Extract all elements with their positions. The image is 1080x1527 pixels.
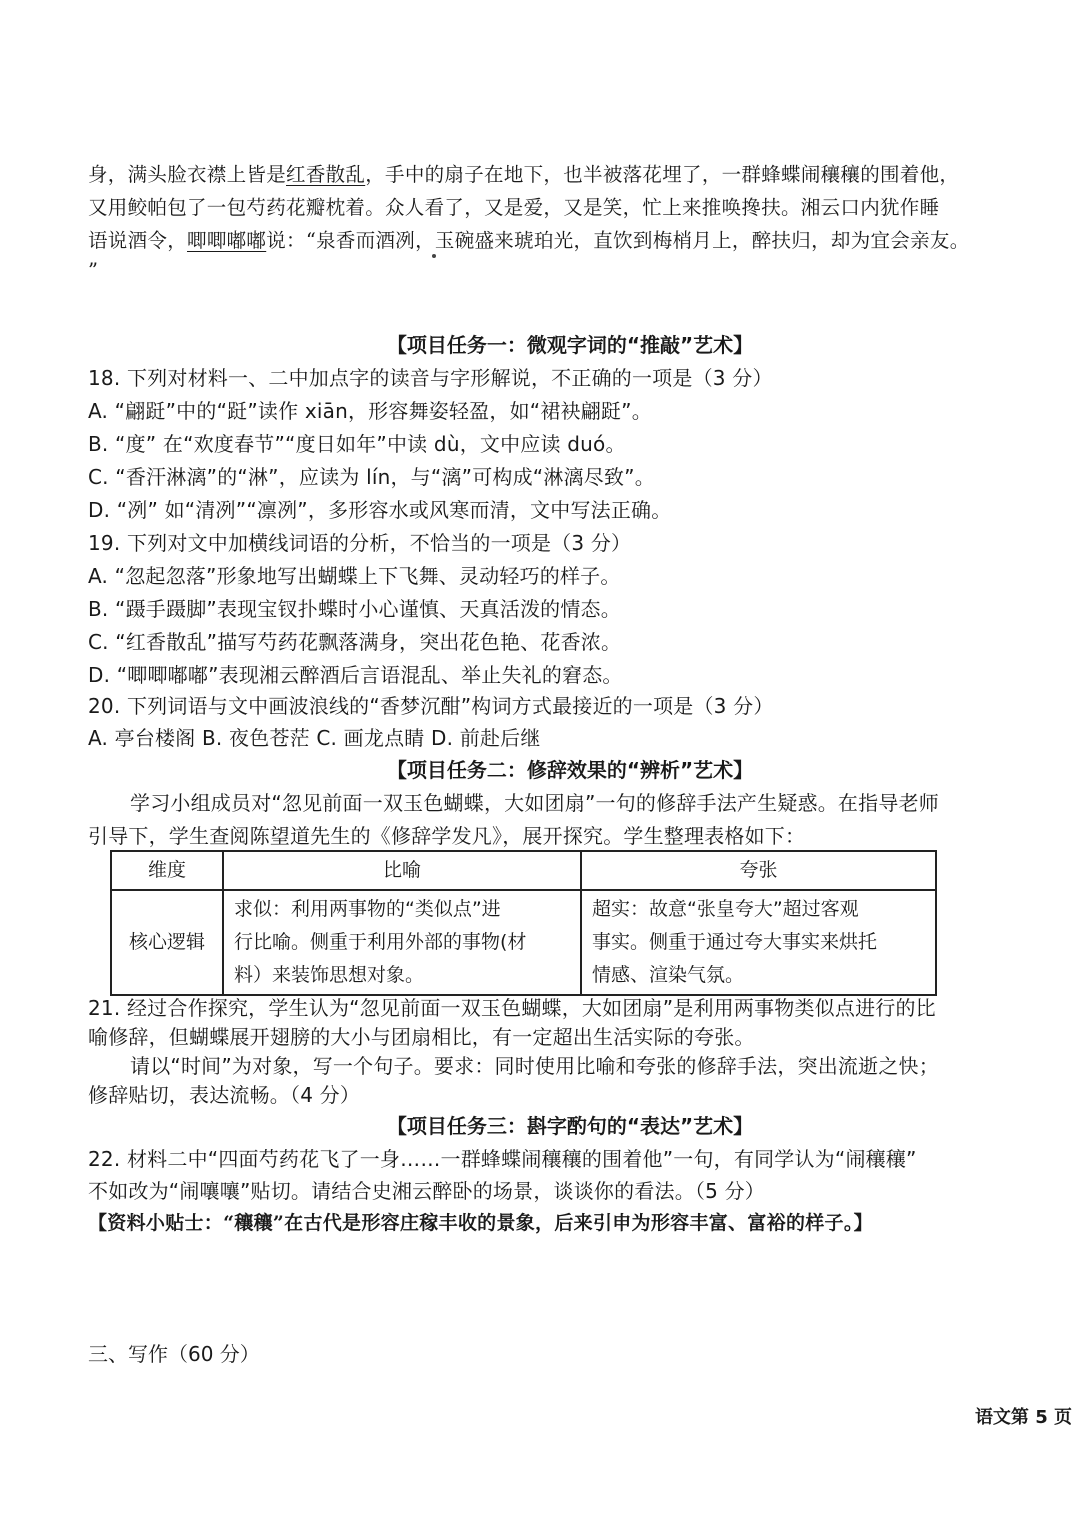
metaphor-line: 行比喻。侧重于利用外部的事物(材 <box>234 931 527 953</box>
header-hyperbole: 夸张 <box>581 851 936 890</box>
hyperbole-line: 事实。侧重于通过夸大事实来烘托 <box>592 931 878 953</box>
passage-text: 语说酒令， <box>88 229 188 252</box>
task2-heading: 【项目任务二：修辞效果的“辨析”艺术】 <box>386 758 754 782</box>
question-18: 18. 下列对材料一、二中加点字的读音与字形解说，不正确的一项是（3 分） <box>88 366 773 390</box>
passage-text: ，手中的扇子在地下，也半被落花埋了，一群蜂蝶闹穰穰的围着他， <box>365 163 960 186</box>
question-21-line-4: 修辞贴切，表达流畅。（4 分） <box>88 1083 361 1107</box>
metaphor-line: 求似：利用两事物的“类似点”进 <box>234 898 501 920</box>
passage-line-4: ” <box>88 259 99 282</box>
question-22-line-1: 22. 材料二中“四面芍药花飞了一身……一群蜂蝶闹穰穰的围着他”一句，有同学认为“闹穰穰” <box>88 1147 917 1171</box>
task2-intro-line-1: 学习小组成员对“忽见前面一双玉色蝴蝶，大如团扇”一句的修辞手法产生疑惑。在指导老师 <box>130 791 939 815</box>
task3-heading: 【项目任务三：斟字酌句的“表达”艺术】 <box>386 1114 754 1138</box>
option-18d: D. “冽” 如“清冽”“凛冽”，多形容水或风寒而清，文中写法正确。 <box>88 498 672 522</box>
options-20: A. 亭台楼阁 B. 夜色苍茫 C. 画龙点睛 D. 前赴后继 <box>88 726 541 750</box>
material-tip: 【资料小贴士：“穰穰”在古代是形容庄稼丰收的景象，后来引申为形容丰富、富裕的样子。】 <box>88 1212 873 1234</box>
question-22-line-2: 不如改为“闹嚷嚷”贴切。请结合史湘云醉卧的场景，谈谈你的看法。（5 分） <box>88 1179 766 1203</box>
task2-intro-line-2: 引导下，学生查阅陈望道先生的《修辞学发凡》，展开探究。学生整理表格如下： <box>88 824 806 848</box>
passage-text: 身，满头脸衣襟上皆是 <box>88 163 287 186</box>
question-21-line-2: 喻修辞，但蝴蝶展开翅膀的大小与团扇相比，有一定超出生活实际的夸张。 <box>88 1025 755 1049</box>
passage-line-1 <box>88 160 959 190</box>
question-21-line-1: 21. 经过合作探究，学生认为“忽见前面一双玉色蝴蝶，大如团扇”是利用两事物类似点进行的比 <box>88 996 936 1020</box>
option-19a: A. “忽起忽落”形象地写出蝴蝶上下飞舞、灵动轻巧的样子。 <box>88 564 621 588</box>
passage-line-2: 又用鲛帕包了一包芍药花瓣枕着。众人看了，又是爱，又是笑，忙上来推唤搀扶。湘云口内犹作睡 <box>88 196 940 219</box>
option-18c: C. “香汗淋漓”的“淋”，应读为 lín，与“漓”可构成“淋漓尽致”。 <box>88 465 655 489</box>
header-metaphor: 比喻 <box>223 851 581 890</box>
metaphor-line: 料）来装饰思想对象。 <box>234 964 425 986</box>
underlined-phrase: 红香散乱 <box>286 163 366 186</box>
header-dimension: 维度 <box>111 851 223 890</box>
writing-section-title: 三、写作（60 分） <box>88 1342 260 1366</box>
row-label-core-logic: 核心逻辑 <box>111 890 223 995</box>
option-19c: C. “红香散乱”描写芍药花飘落满身，突出花色艳、花香浓。 <box>88 630 622 654</box>
rhetoric-table <box>110 850 937 996</box>
underlined-phrase: 唧唧嘟嘟 <box>187 229 267 252</box>
hyperbole-cell <box>581 890 936 995</box>
hyperbole-line: 情感、渲染气氛。 <box>592 964 745 986</box>
page-number: 语文第 5 页 <box>974 1407 1072 1428</box>
question-19: 19. 下列对文中加横线词语的分析，不恰当的一项是（3 分） <box>88 531 632 555</box>
metaphor-cell <box>223 890 581 995</box>
table-row <box>111 890 936 995</box>
task1-heading: 【项目任务一：微观字词的“推敲”艺术】 <box>386 333 754 357</box>
option-19d: D. “唧唧嘟嘟”表现湘云醉酒后言语混乱、举止失礼的窘态。 <box>88 663 623 687</box>
question-20: 20. 下列词语与文中画波浪线的“香梦沉酣”构词方式最接近的一项是（3 分） <box>88 694 774 718</box>
option-19b: B. “蹑手蹑脚”表现宝钗扑蝶时小心谨慎、天真活泼的情态。 <box>88 597 621 621</box>
question-21-line-3: 请以“时间”为对象，写一个句子。要求：同时使用比喻和夸张的修辞手法，突出流逝之快； <box>130 1054 939 1078</box>
emphasis-dot <box>432 254 436 258</box>
passage-text: 说：“泉香而酒冽，玉碗盛来琥珀光，直饮到梅梢月上，醉扶归，却为宜会亲友。 <box>266 229 970 252</box>
hyperbole-line: 超实：故意“张皇夸大”超过客观 <box>592 898 859 920</box>
passage-line-3 <box>88 226 970 256</box>
option-18a: A. “翩跹”中的“跹”读作 xiān，形容舞姿轻盈，如“裙袂翩跹”。 <box>88 399 652 423</box>
table-header-row <box>111 851 936 890</box>
option-18b: B. “度” 在“欢度春节”“度日如年”中读 dù，文中应读 duó。 <box>88 432 626 456</box>
